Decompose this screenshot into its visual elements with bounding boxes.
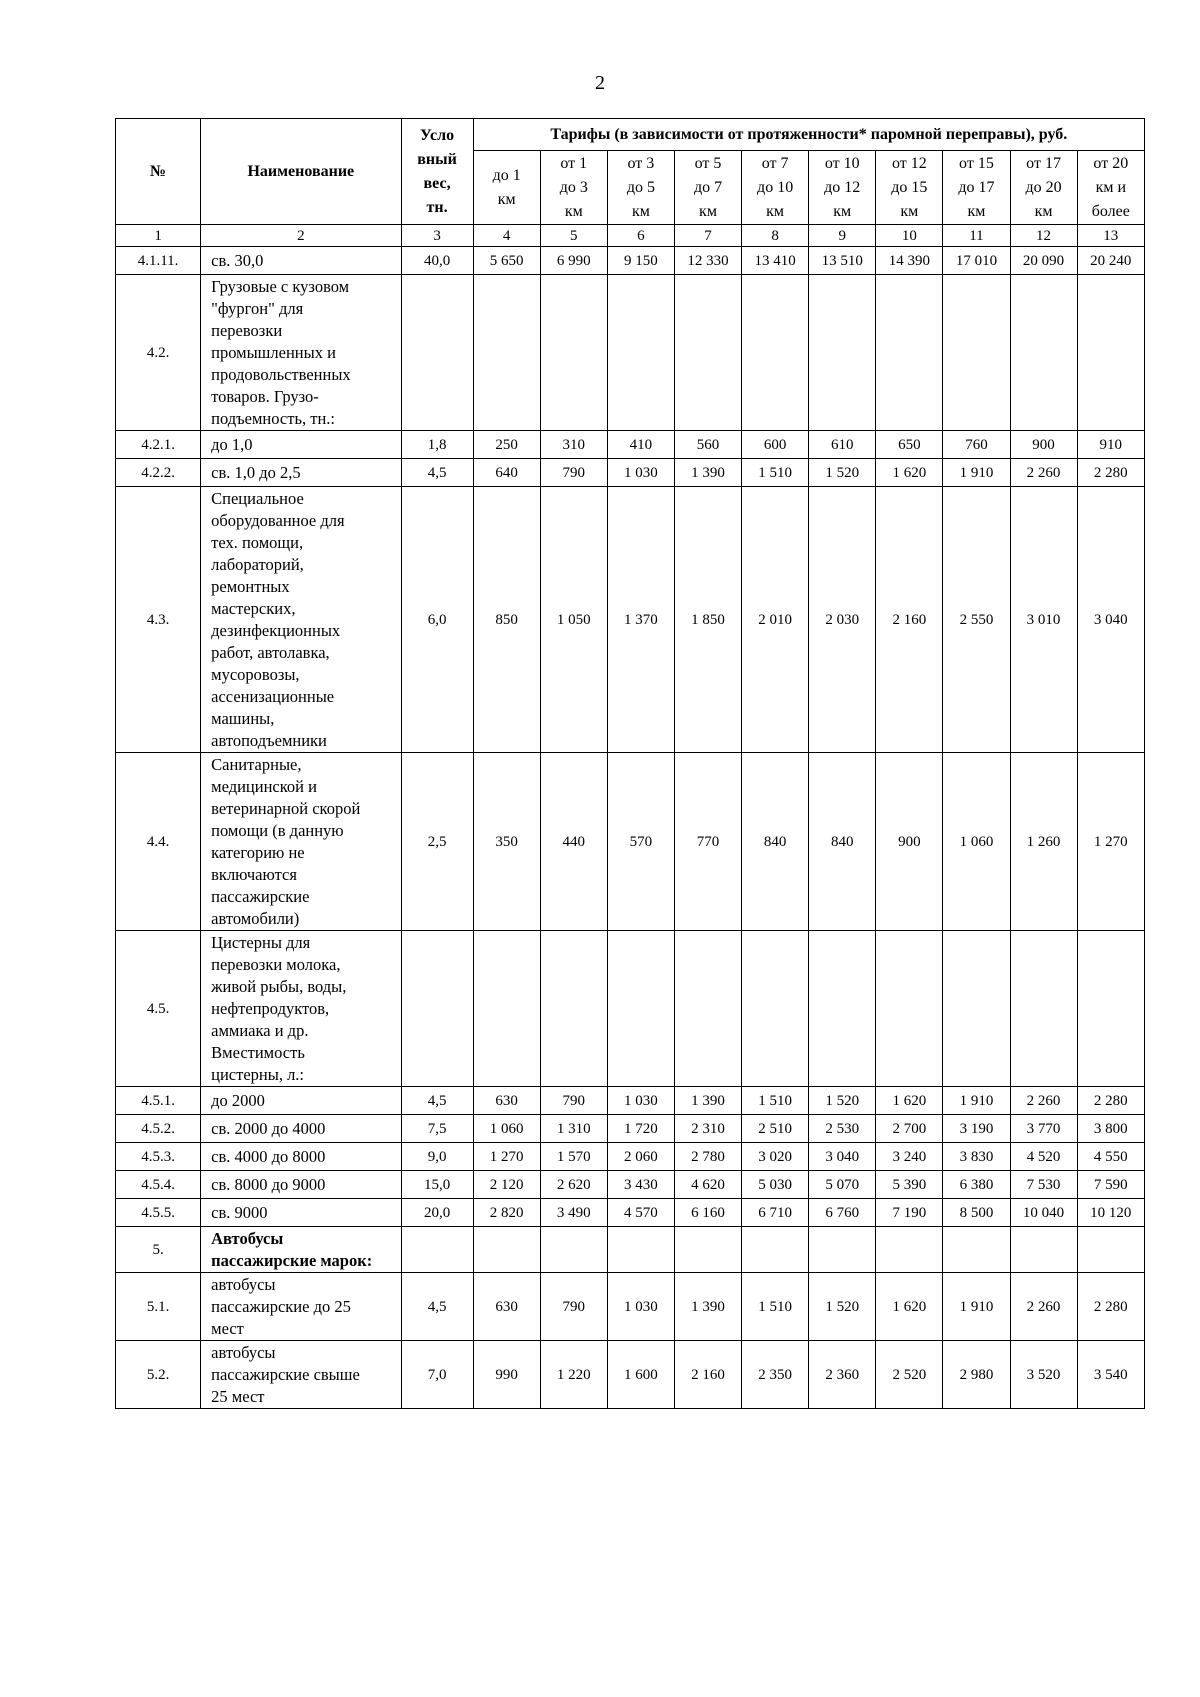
tariff-cell-4: 2 310 [674, 1115, 741, 1143]
row-number: 4.5.4. [116, 1171, 201, 1199]
header-range-7: от 12 до 15 км [876, 151, 943, 225]
tariff-cell-10: 2 280 [1077, 1273, 1144, 1341]
tariff-cell-1: 1 270 [473, 1143, 540, 1171]
row-weight: 40,0 [401, 247, 473, 275]
tariff-cell-4: 770 [674, 753, 741, 931]
tariff-cell-5: 6 710 [742, 1199, 809, 1227]
table-row [116, 1341, 1145, 1409]
tariff-cell-7: 2 520 [876, 1341, 943, 1409]
tariff-cell-3: 1 720 [607, 1115, 674, 1143]
header-range-9: от 17 до 20 км [1010, 151, 1077, 225]
tariff-cell-10: 910 [1077, 431, 1144, 459]
tariff-cell-8: 2 980 [943, 1341, 1010, 1409]
header-range-4: от 5 до 7 км [674, 151, 741, 225]
tariff-cell-1 [473, 275, 540, 431]
tariff-cell-6: 1 520 [809, 1273, 876, 1341]
row-number: 4.5.1. [116, 1087, 201, 1115]
tariff-cell-9: 3 010 [1010, 487, 1077, 753]
tariff-cell-2: 310 [540, 431, 607, 459]
row-weight: 1,8 [401, 431, 473, 459]
table-body [116, 247, 1145, 1409]
tariff-cell-10: 2 280 [1077, 459, 1144, 487]
tariff-cell-5: 1 510 [742, 1273, 809, 1341]
tariff-cell-4: 6 160 [674, 1199, 741, 1227]
tariff-cell-10 [1077, 931, 1144, 1087]
tariff-cell-1: 2 120 [473, 1171, 540, 1199]
tariff-cell-8 [943, 1227, 1010, 1273]
tariff-cell-1: 850 [473, 487, 540, 753]
tariff-table [115, 118, 1145, 1409]
tariff-cell-5: 2 350 [742, 1341, 809, 1409]
page-number: 2 [595, 72, 605, 94]
tariff-cell-4: 1 390 [674, 459, 741, 487]
tariff-cell-4: 12 330 [674, 247, 741, 275]
row-weight: 2,5 [401, 753, 473, 931]
tariff-cell-1: 630 [473, 1273, 540, 1341]
tariff-cell-3 [607, 275, 674, 431]
tariff-cell-5 [742, 931, 809, 1087]
tariff-cell-1: 640 [473, 459, 540, 487]
column-number-10: 10 [876, 225, 943, 247]
row-name: св. 30,0 [201, 247, 401, 275]
tariff-cell-5: 1 510 [742, 459, 809, 487]
column-number-11: 11 [943, 225, 1010, 247]
table-row [116, 1115, 1145, 1143]
tariff-cell-8 [943, 275, 1010, 431]
row-name: автобусы пассажирские свыше 25 мест [201, 1341, 401, 1409]
tariff-cell-7: 2 160 [876, 487, 943, 753]
row-weight [401, 1227, 473, 1273]
header-no: № [116, 119, 201, 225]
row-weight [401, 275, 473, 431]
table-row [116, 1273, 1145, 1341]
table-row [116, 1087, 1145, 1115]
tariff-cell-8: 8 500 [943, 1199, 1010, 1227]
row-number: 4.1.11. [116, 247, 201, 275]
row-name: Санитарные, медицинской и ветеринарной скорой помощи (в данную категорию не включаются пассажирские автомобили) [201, 753, 401, 931]
tariff-cell-9: 7 530 [1010, 1171, 1077, 1199]
table-row [116, 1227, 1145, 1273]
tariff-cell-3: 1 030 [607, 1087, 674, 1115]
tariff-cell-1: 2 820 [473, 1199, 540, 1227]
tariff-cell-6: 2 360 [809, 1341, 876, 1409]
tariff-cell-9: 2 260 [1010, 1273, 1077, 1341]
tariff-cell-1: 990 [473, 1341, 540, 1409]
row-name: до 1,0 [201, 431, 401, 459]
tariff-cell-7: 7 190 [876, 1199, 943, 1227]
row-weight: 20,0 [401, 1199, 473, 1227]
header-range-1: до 1 км [473, 151, 540, 225]
tariff-cell-9: 3 520 [1010, 1341, 1077, 1409]
tariff-cell-8: 1 910 [943, 1087, 1010, 1115]
column-number-4: 4 [473, 225, 540, 247]
tariff-cell-3 [607, 1227, 674, 1273]
tariff-cell-10: 3 040 [1077, 487, 1144, 753]
tariff-cell-9: 3 770 [1010, 1115, 1077, 1143]
tariff-cell-10: 1 270 [1077, 753, 1144, 931]
column-number-12: 12 [1010, 225, 1077, 247]
row-number: 5.1. [116, 1273, 201, 1341]
tariff-cell-2: 3 490 [540, 1199, 607, 1227]
tariff-cell-4: 2 780 [674, 1143, 741, 1171]
tariff-cell-7: 1 620 [876, 459, 943, 487]
tariff-cell-4 [674, 931, 741, 1087]
tariff-cell-5: 3 020 [742, 1143, 809, 1171]
tariff-cell-6 [809, 931, 876, 1087]
header-range-8: от 15 до 17 км [943, 151, 1010, 225]
tariff-cell-10: 20 240 [1077, 247, 1144, 275]
tariff-cell-9: 2 260 [1010, 459, 1077, 487]
tariff-cell-3: 1 030 [607, 1273, 674, 1341]
column-number-8: 8 [742, 225, 809, 247]
tariff-cell-1: 630 [473, 1087, 540, 1115]
tariff-cell-1: 250 [473, 431, 540, 459]
tariff-cell-10: 2 280 [1077, 1087, 1144, 1115]
tariff-cell-1: 350 [473, 753, 540, 931]
row-name: Грузовые с кузовом "фургон" для перевозки промышленных и продовольственных товаров. Грузо- подъемность, тн.: [201, 275, 401, 431]
tariff-cell-2 [540, 1227, 607, 1273]
tariff-cell-8: 3 190 [943, 1115, 1010, 1143]
row-number: 4.5.2. [116, 1115, 201, 1143]
tariff-cell-5: 13 410 [742, 247, 809, 275]
tariff-cell-6 [809, 275, 876, 431]
tariff-cell-6: 1 520 [809, 459, 876, 487]
column-number-6: 6 [607, 225, 674, 247]
row-name: до 2000 [201, 1087, 401, 1115]
tariff-cell-6: 610 [809, 431, 876, 459]
tariff-cell-10: 4 550 [1077, 1143, 1144, 1171]
tariff-cell-4: 1 390 [674, 1087, 741, 1115]
tariff-cell-2: 790 [540, 459, 607, 487]
table-row [116, 1143, 1145, 1171]
column-number-5: 5 [540, 225, 607, 247]
tariff-cell-5 [742, 1227, 809, 1273]
tariff-cell-3: 4 570 [607, 1199, 674, 1227]
row-name: автобусы пассажирские до 25 мест [201, 1273, 401, 1341]
tariff-cell-2: 6 990 [540, 247, 607, 275]
tariff-cell-5: 1 510 [742, 1087, 809, 1115]
row-number: 4.3. [116, 487, 201, 753]
row-weight [401, 931, 473, 1087]
row-name: Автобусы пассажирские марок: [201, 1227, 401, 1273]
tariff-cell-8 [943, 931, 1010, 1087]
tariff-cell-9: 1 260 [1010, 753, 1077, 931]
table-row [116, 753, 1145, 931]
row-name: Цистерны для перевозки молока, живой рыбы, воды, нефтепродуктов, аммиака и др. Вместимость цистерны, л.: [201, 931, 401, 1087]
row-weight: 7,0 [401, 1341, 473, 1409]
column-number-2: 2 [201, 225, 401, 247]
tariff-cell-3: 2 060 [607, 1143, 674, 1171]
tariff-cell-9: 10 040 [1010, 1199, 1077, 1227]
tariff-cell-10 [1077, 1227, 1144, 1273]
tariff-cell-7: 900 [876, 753, 943, 931]
header-weight: Усло вный вес, тн. [401, 119, 473, 225]
header-range-5: от 7 до 10 км [742, 151, 809, 225]
tariff-cell-2: 790 [540, 1087, 607, 1115]
tariff-cell-10: 10 120 [1077, 1199, 1144, 1227]
header-range-10: от 20 км и более [1077, 151, 1144, 225]
row-name: св. 1,0 до 2,5 [201, 459, 401, 487]
tariff-cell-7: 2 700 [876, 1115, 943, 1143]
tariff-cell-2: 1 310 [540, 1115, 607, 1143]
tariff-cell-2: 2 620 [540, 1171, 607, 1199]
table-header [116, 119, 1145, 247]
tariff-cell-8: 1 060 [943, 753, 1010, 931]
tariff-cell-1 [473, 1227, 540, 1273]
tariff-cell-2: 1 220 [540, 1341, 607, 1409]
row-number: 4.4. [116, 753, 201, 931]
table-row [116, 1171, 1145, 1199]
tariff-cell-10 [1077, 275, 1144, 431]
row-number: 5. [116, 1227, 201, 1273]
tariff-cell-2: 1 050 [540, 487, 607, 753]
tariff-cell-5: 840 [742, 753, 809, 931]
tariff-cell-8: 1 910 [943, 459, 1010, 487]
tariff-cell-6: 1 520 [809, 1087, 876, 1115]
table-row [116, 431, 1145, 459]
tariff-cell-2: 440 [540, 753, 607, 931]
tariff-cell-3 [607, 931, 674, 1087]
row-number: 4.2.2. [116, 459, 201, 487]
tariff-cell-9: 900 [1010, 431, 1077, 459]
row-name: св. 4000 до 8000 [201, 1143, 401, 1171]
tariff-cell-3: 410 [607, 431, 674, 459]
column-number-7: 7 [674, 225, 741, 247]
table-row [116, 487, 1145, 753]
row-name: Специальное оборудованное для тех. помощи, лабораторий, ремонтных мастерских, дезинфекционных работ, автолавка, мусоровозы, ассенизационные машины, автоподъемники [201, 487, 401, 753]
tariff-cell-10: 3 540 [1077, 1341, 1144, 1409]
column-number-1: 1 [116, 225, 201, 247]
tariff-cell-2 [540, 931, 607, 1087]
tariff-cell-2: 1 570 [540, 1143, 607, 1171]
tariff-cell-4: 560 [674, 431, 741, 459]
tariff-cell-8: 17 010 [943, 247, 1010, 275]
tariff-cell-7 [876, 1227, 943, 1273]
tariff-cell-6: 2 530 [809, 1115, 876, 1143]
tariff-cell-7: 5 390 [876, 1171, 943, 1199]
tariff-cell-9 [1010, 1227, 1077, 1273]
tariff-cell-6: 5 070 [809, 1171, 876, 1199]
tariff-cell-8: 6 380 [943, 1171, 1010, 1199]
table-row [116, 247, 1145, 275]
row-weight: 6,0 [401, 487, 473, 753]
tariff-cell-7: 650 [876, 431, 943, 459]
tariff-cell-8: 760 [943, 431, 1010, 459]
tariff-cell-4: 1 850 [674, 487, 741, 753]
tariff-cell-6: 6 760 [809, 1199, 876, 1227]
tariff-cell-3: 9 150 [607, 247, 674, 275]
tariff-cell-9: 20 090 [1010, 247, 1077, 275]
tariff-cell-10: 3 800 [1077, 1115, 1144, 1143]
column-number-13: 13 [1077, 225, 1144, 247]
table-row [116, 931, 1145, 1087]
tariff-cell-4: 2 160 [674, 1341, 741, 1409]
tariff-cell-6: 840 [809, 753, 876, 931]
tariff-cell-5: 5 030 [742, 1171, 809, 1199]
tariff-cell-3: 1 600 [607, 1341, 674, 1409]
tariff-cell-4 [674, 1227, 741, 1273]
tariff-cell-9 [1010, 931, 1077, 1087]
tariff-cell-6: 13 510 [809, 247, 876, 275]
tariff-cell-8: 3 830 [943, 1143, 1010, 1171]
tariff-cell-3: 1 370 [607, 487, 674, 753]
tariff-cell-9: 4 520 [1010, 1143, 1077, 1171]
row-number: 4.2. [116, 275, 201, 431]
row-number: 4.5. [116, 931, 201, 1087]
tariff-cell-7: 14 390 [876, 247, 943, 275]
row-number: 5.2. [116, 1341, 201, 1409]
tariff-cell-2 [540, 275, 607, 431]
column-number-9: 9 [809, 225, 876, 247]
header-tariffs-title: Тарифы (в зависимости от протяженности* паромной переправы), руб. [473, 119, 1144, 151]
tariff-cell-3: 1 030 [607, 459, 674, 487]
tariff-cell-6 [809, 1227, 876, 1273]
column-number-3: 3 [401, 225, 473, 247]
row-name: св. 8000 до 9000 [201, 1171, 401, 1199]
tariff-cell-1: 5 650 [473, 247, 540, 275]
header-range-2: от 1 до 3 км [540, 151, 607, 225]
tariff-cell-10: 7 590 [1077, 1171, 1144, 1199]
row-weight: 4,5 [401, 1087, 473, 1115]
tariff-cell-9: 2 260 [1010, 1087, 1077, 1115]
tariff-cell-3: 570 [607, 753, 674, 931]
row-number: 4.2.1. [116, 431, 201, 459]
tariff-cell-7: 3 240 [876, 1143, 943, 1171]
tariff-cell-2: 790 [540, 1273, 607, 1341]
table-row [116, 275, 1145, 431]
tariff-cell-9 [1010, 275, 1077, 431]
tariff-cell-5: 2 010 [742, 487, 809, 753]
row-weight: 4,5 [401, 459, 473, 487]
row-weight: 7,5 [401, 1115, 473, 1143]
tariff-cell-5: 600 [742, 431, 809, 459]
header-range-3: от 3 до 5 км [607, 151, 674, 225]
header-name: Наименование [201, 119, 401, 225]
row-name: св. 2000 до 4000 [201, 1115, 401, 1143]
tariff-cell-8: 1 910 [943, 1273, 1010, 1341]
row-number: 4.5.5. [116, 1199, 201, 1227]
tariff-cell-7: 1 620 [876, 1087, 943, 1115]
tariff-cell-7: 1 620 [876, 1273, 943, 1341]
tariff-cell-5: 2 510 [742, 1115, 809, 1143]
tariff-cell-8: 2 550 [943, 487, 1010, 753]
tariff-cell-7 [876, 275, 943, 431]
table-row [116, 1199, 1145, 1227]
tariff-cell-4: 1 390 [674, 1273, 741, 1341]
row-name: св. 9000 [201, 1199, 401, 1227]
row-weight: 4,5 [401, 1273, 473, 1341]
tariff-cell-5 [742, 275, 809, 431]
table-row [116, 459, 1145, 487]
tariff-cell-3: 3 430 [607, 1171, 674, 1199]
tariff-cell-6: 2 030 [809, 487, 876, 753]
tariff-cell-1: 1 060 [473, 1115, 540, 1143]
tariff-cell-6: 3 040 [809, 1143, 876, 1171]
row-weight: 15,0 [401, 1171, 473, 1199]
tariff-cell-4 [674, 275, 741, 431]
tariff-cell-7 [876, 931, 943, 1087]
tariff-cell-4: 4 620 [674, 1171, 741, 1199]
row-number: 4.5.3. [116, 1143, 201, 1171]
header-range-6: от 10 до 12 км [809, 151, 876, 225]
row-weight: 9,0 [401, 1143, 473, 1171]
tariff-cell-1 [473, 931, 540, 1087]
